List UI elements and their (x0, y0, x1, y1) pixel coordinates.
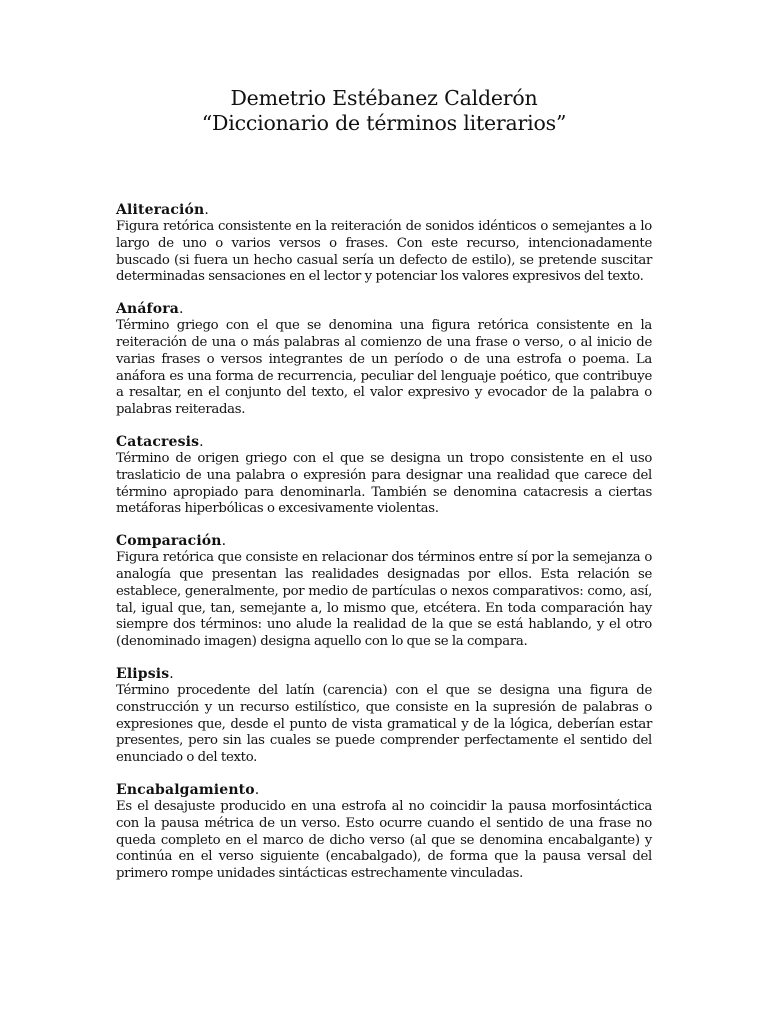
work-title: “Diccionario de términos literarios” (201, 111, 567, 135)
entry-term: Encabalgamiento. (116, 781, 260, 798)
entry-aliteracion (116, 202, 652, 286)
entry-term: Elipsis. (116, 665, 174, 682)
entry-term: Catacresis. (116, 433, 204, 450)
entry-encabalgamiento (116, 782, 652, 883)
author-name: Demetrio Estébanez Calderón (230, 86, 538, 110)
entry-definition: Es el desajuste producido en una estrofa al no coincidir la pausa morfosintáctica con la pausa métrica de un verso. Esto ocurre cuando el sentido de una frase no queda completo en el marco de dicho verso (al que se denomina encabalgante) y continúa en el verso siguiente (encabalgado), de forma que la pausa versal del primero rompe unidades sintácticas estrechamente vinculadas. (116, 798, 652, 882)
document-header (0, 86, 768, 136)
entry-definition: Término de origen griego con el que se designa un tropo consistente en el uso traslaticio de una palabra o expresión para designar una realidad que carece del término apropiado para denominarla. También se denomina catacresis a ciertas metáforas hiperbólicas o excesivamente violentas. (116, 450, 652, 517)
entry-comparacion (116, 533, 652, 651)
glossary-entries (116, 202, 652, 898)
entry-definition: Término procedente del latín (carencia) con el que se designa una figura de construcción y un recurso estilístico, que consiste en la supresión de palabras o expresiones que, desde el punto de vista gramatical y de la lógica, deberían estar presentes, pero sin las cuales se puede comprender perfectamente el sentido del enunciado o del texto. (116, 682, 652, 766)
entry-catacresis (116, 434, 652, 518)
entry-elipsis (116, 666, 652, 767)
entry-term: Aliteración. (116, 202, 209, 218)
entry-anafora (116, 301, 652, 419)
entry-term: Comparación. (116, 533, 227, 550)
entry-definition: Figura retórica que consiste en relacionar dos términos entre sí por la semejanza o analogía que presentan las realidades designadas por ellos. Esta relación se establece, generalmente, por medio de partículas o nexos comparativos: como, así, tal, igual que, tan, semejante a, lo mismo que, etcétera. En toda comparación hay siempre dos términos: uno alude la realidad de la que se está hablando, y el otro (denominado imagen) designa aquello con lo que se la compara. (116, 550, 652, 650)
entry-definition: Figura retórica consistente en la reiteración de sonidos idénticos o semejantes a lo largo de uno o varios versos o frases. Con este recurso, intencionadamente buscado (si fuera un hecho casual sería un defecto de estilo), se pretende suscitar determinadas sensaciones en el lector y potenciar los valores expresivos del texto. (116, 219, 652, 285)
entry-term: Anáfora. (116, 301, 184, 318)
entry-definition: Término griego con el que se denomina una figura retórica consistente en la reiteración de una o más palabras al comienzo de una frase o verso, o al inicio de varias frases o versos integrantes de un período o de una estrofa o poema. La anáfora es una forma de recurrencia, peculiar del lenguaje poético, que contribuye a resaltar, en el conjunto del texto, el valor expresivo y evocador de la palabra o palabras reiteradas. (116, 318, 652, 418)
